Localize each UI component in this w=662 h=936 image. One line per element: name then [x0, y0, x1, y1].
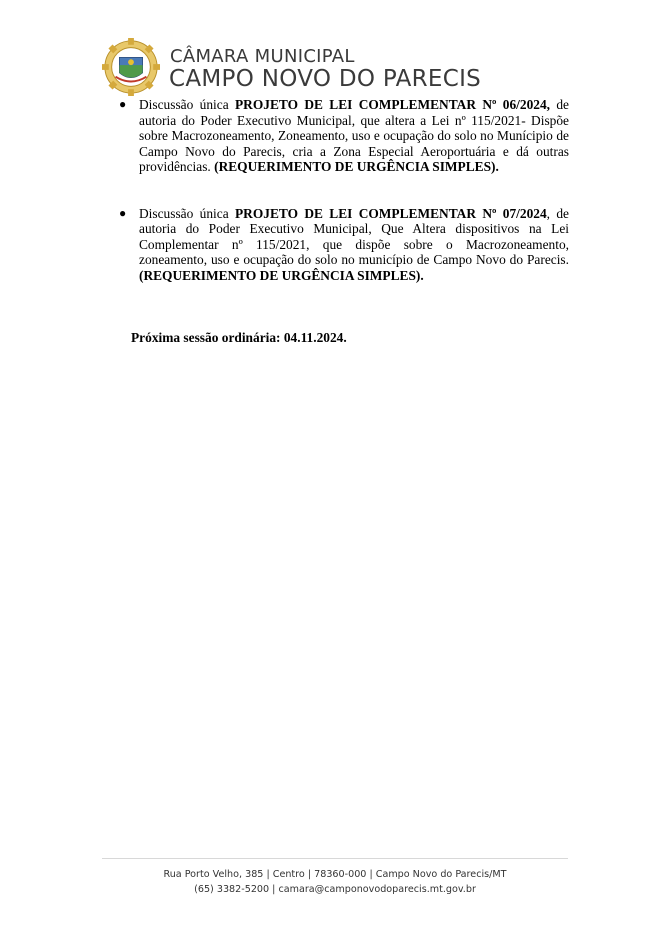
- bullet-icon: ●: [119, 97, 127, 111]
- item-text: [139, 206, 569, 284]
- footer-contact: (65) 3382-5200 | camara@camponovodoparecis.mt.gov.br: [194, 884, 476, 895]
- bullet-icon: ●: [119, 205, 127, 220]
- footer-address: Rua Porto Velho, 385 | Centro | 78360-000 | Campo Novo do Parecis/MT: [163, 869, 507, 880]
- item-text: [139, 97, 569, 175]
- item-body: , de autoria do Poder Executivo Municipal, Que Altera dispositivos na Lei Complementar nº 115/2021, que dispõe sobre o Macrozoneamento, zoneamento, uso e ocupação do solo no município de Campo Novo do Parecis.: [139, 205, 570, 267]
- footer-divider: [102, 858, 568, 859]
- agenda-list: [117, 97, 569, 314]
- item-bill-title: PROJETO DE LEI COMPLEMENTAR Nº 07/2024: [235, 205, 547, 221]
- list-item: [117, 97, 569, 175]
- item-urgency-note: (REQUERIMENTO DE URGÊNCIA SIMPLES).: [214, 159, 499, 174]
- item-prefix: Discussão única: [139, 205, 235, 221]
- footer: [102, 867, 568, 897]
- next-session-note: Próxima sessão ordinária: 04.11.2024.: [131, 330, 347, 345]
- municipal-seal-icon: [102, 38, 160, 96]
- item-urgency-note: (REQUERIMENTO DE URGÊNCIA SIMPLES).: [139, 267, 424, 283]
- org-name-line1: CÂMARA MUNICIPAL: [170, 46, 355, 67]
- list-item: [117, 206, 569, 284]
- item-bill-title: PROJETO DE LEI COMPLEMENTAR Nº 06/2024,: [235, 97, 551, 112]
- org-name-line2: CAMPO NOVO DO PARECIS: [169, 66, 482, 92]
- letterhead: [102, 38, 562, 98]
- item-prefix: Discussão única: [139, 97, 235, 112]
- item-body: de autoria do Poder Executivo Municipal, que altera a Lei nº 115/2021- Dispõe sobre Macrozoneamento, Zoneamento, uso e ocupação do solo no Munícipio de Campo Novo do Parecis, cria a Zona Especial Aeroportuária e dá outras providências.: [139, 97, 569, 174]
